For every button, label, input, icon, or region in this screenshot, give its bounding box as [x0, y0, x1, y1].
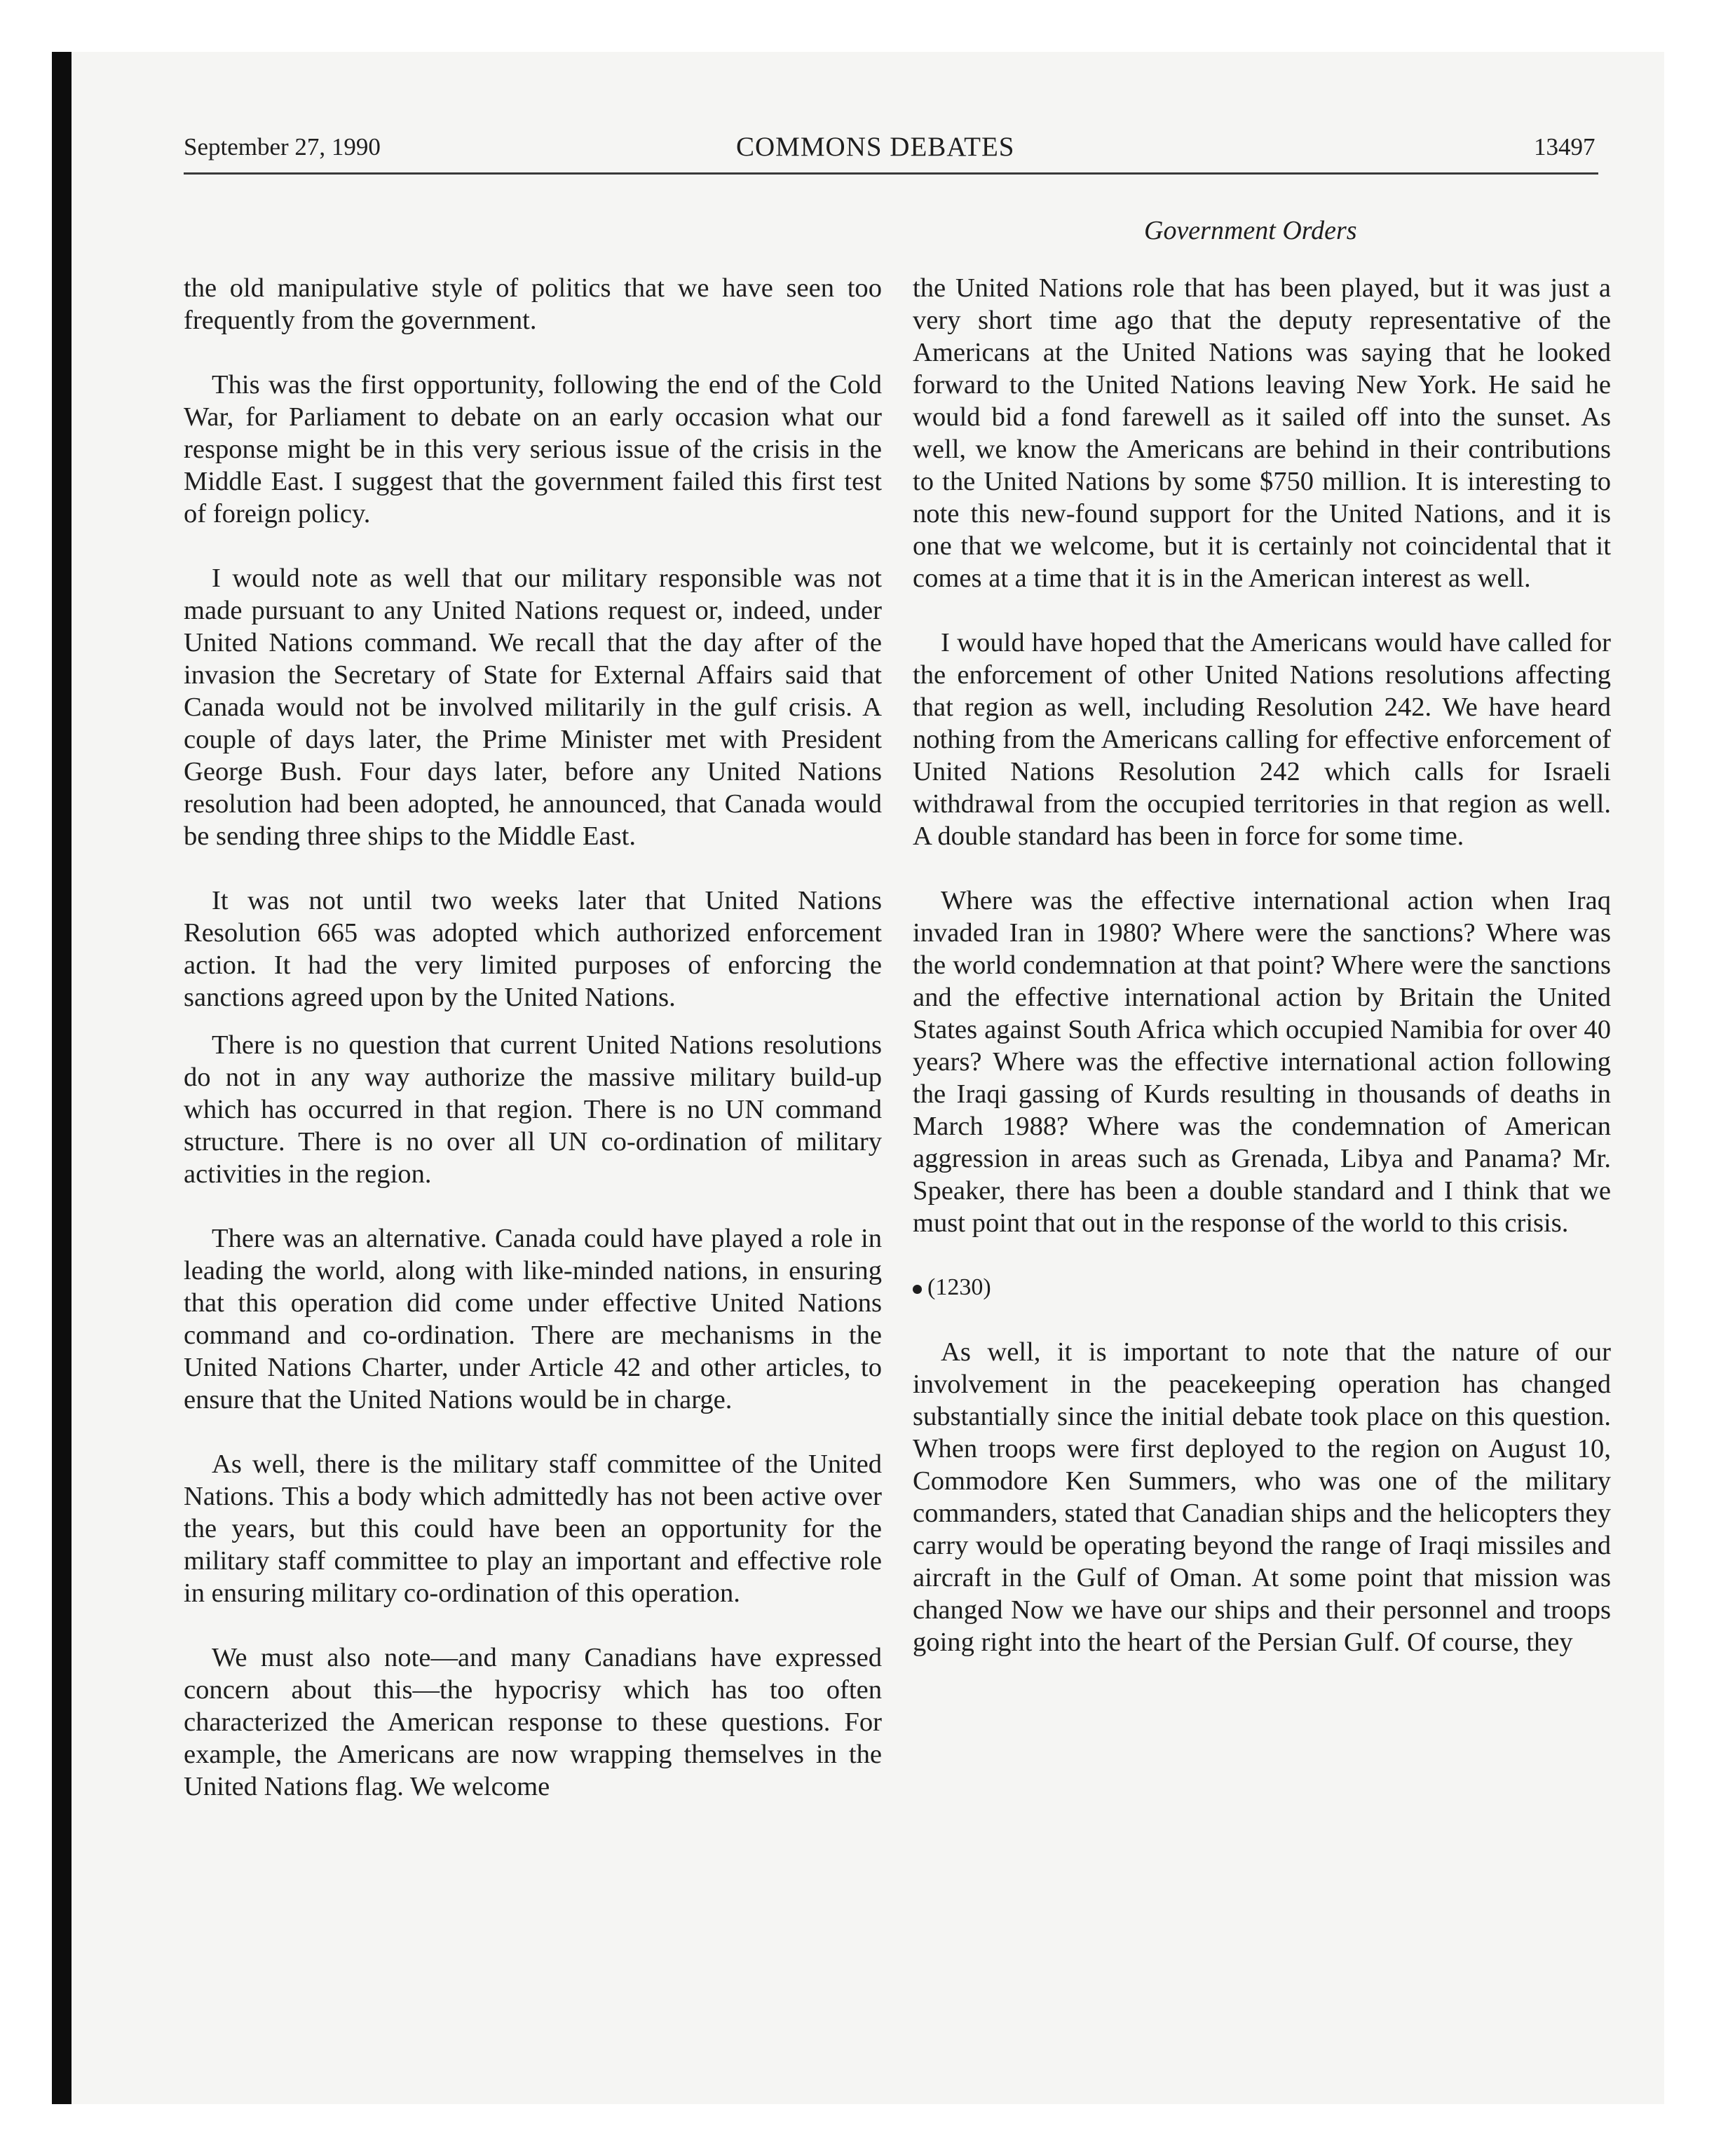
section-label: Government Orders — [1144, 216, 1357, 245]
paragraph: Where was the effective international action when Iraq invaded Iran in 1980? Where were the sanctions? Where was the world condemnation at that point? Where were the sanctions and the effective international action by Britain the United States against South Africa which occupied Namibia for over 40 years? Where was the effective international action following the Iraqi gassing of Kurds resulting in thousands of deaths in March 1988? Where was the condemnation of American aggression in areas such as Grenada, Libya and Panama? Mr. Speaker, there has been a double standard and I think that we must point that out in the response of the world to this crisis. — [913, 886, 1611, 1238]
scan-edge-bar — [52, 52, 72, 2104]
time-marker-text: (1230) — [927, 1274, 991, 1300]
paragraph: There was an alternative. Canada could have played a role in leading the world, along with like-minded nations, in ensuring that this operation did come under effective United Nations command and co-ordination. There are mechanisms in the United Nations Charter, under Article 42 and other articles, to ensure that the United Nations would be in charge. — [184, 1224, 882, 1414]
header-page-number: 13497 — [1534, 133, 1595, 161]
time-marker — [913, 1271, 1611, 1304]
header-rule — [184, 172, 1598, 175]
right-column — [913, 272, 1611, 1658]
bullet-icon — [913, 1285, 922, 1294]
paragraph: the old manipulative style of politics that we have seen too frequently from the government. — [184, 273, 882, 335]
header-date: September 27, 1990 — [184, 133, 381, 161]
header-title: COMMONS DEBATES — [736, 132, 1015, 162]
paragraph: We must also note—and many Canadians have expressed concern about this—the hypocrisy which has too often characterized the American response to these questions. For example, the Americans are now wrapping themselves in the United Nations flag. We welcome — [184, 1643, 882, 1801]
paragraph: There is no question that current United Nations resolutions do not in any way authorize the massive military build-up which has occurred in that region. There is no UN command structure. There is no over all UN co-ordination of military activities in the region. — [184, 1030, 882, 1189]
paragraph: I would note as well that our military responsible was not made pursuant to any United Nations request or, indeed, under United Nations command. We recall that the day after of the invasion the Secretary of State for External Affairs said that Canada would not be involved militarily in the gulf crisis. A couple of days later, the Prime Minister met with President George Bush. Four days later, before any United Nations resolution had been adopted, he announced, that Canada would be sending three ships to the Middle East. — [184, 564, 882, 851]
paragraph: It was not until two weeks later that United Nations Resolution 665 was adopted which authorized enforcement action. It had the very limited purposes of enforcing the sanctions agreed upon by the United Nations. — [184, 886, 882, 1012]
paragraph: This was the first opportunity, following the end of the Cold War, for Parliament to debate on an early occasion what our response might be in this very serious issue of the crisis in the Middle East. I suggest that the government failed this first test of foreign policy. — [184, 370, 882, 528]
paragraph: I would have hoped that the Americans would have called for the enforcement of other United Nations resolutions affecting that region as well, including Resolution 242. We have heard nothing from the Americans calling for effective enforcement of United Nations Resolution 242 which calls for Israeli withdrawal from the occupied territories in that region as well. A double standard has been in force for some time. — [913, 628, 1611, 851]
paragraph: As well, there is the military staff committee of the United Nations. This a body which admittedly has not been active over the years, but this could have been an opportunity for the military staff committee to play an important and effective role in ensuring military co-ordination of this operation. — [184, 1449, 882, 1608]
left-column — [184, 272, 882, 1803]
paragraph: As well, it is important to note that the nature of our involvement in the peacekeeping operation has changed substantially since the initial debate took place on this question. When troops were first deployed to the region on August 10, Commodore Ken Summers, who was one of the military commanders, stated that Canadian ships and the helicopters they carry would be operating beyond the range of Iraqi missiles and aircraft in the Gulf of Oman. At some point that mission was changed Now we have our ships and their personnel and troops going right into the heart of the Persian Gulf. Of course, they — [913, 1337, 1611, 1657]
paragraph: the United Nations role that has been played, but it was just a very short time ago that the deputy representative of the Americans at the United Nations was saying that he looked forward to the United Nations leaving New York. He said he would bid a fond farewell as it sailed off into the sunset. As well, we know the Americans are behind in their contributions to the United Nations by some $750 million. It is interesting to note this new-found support for the United Nations, and it is one that we welcome, but it is certainly not coincidental that it comes at a time that it is in the American interest as well. — [913, 273, 1611, 593]
